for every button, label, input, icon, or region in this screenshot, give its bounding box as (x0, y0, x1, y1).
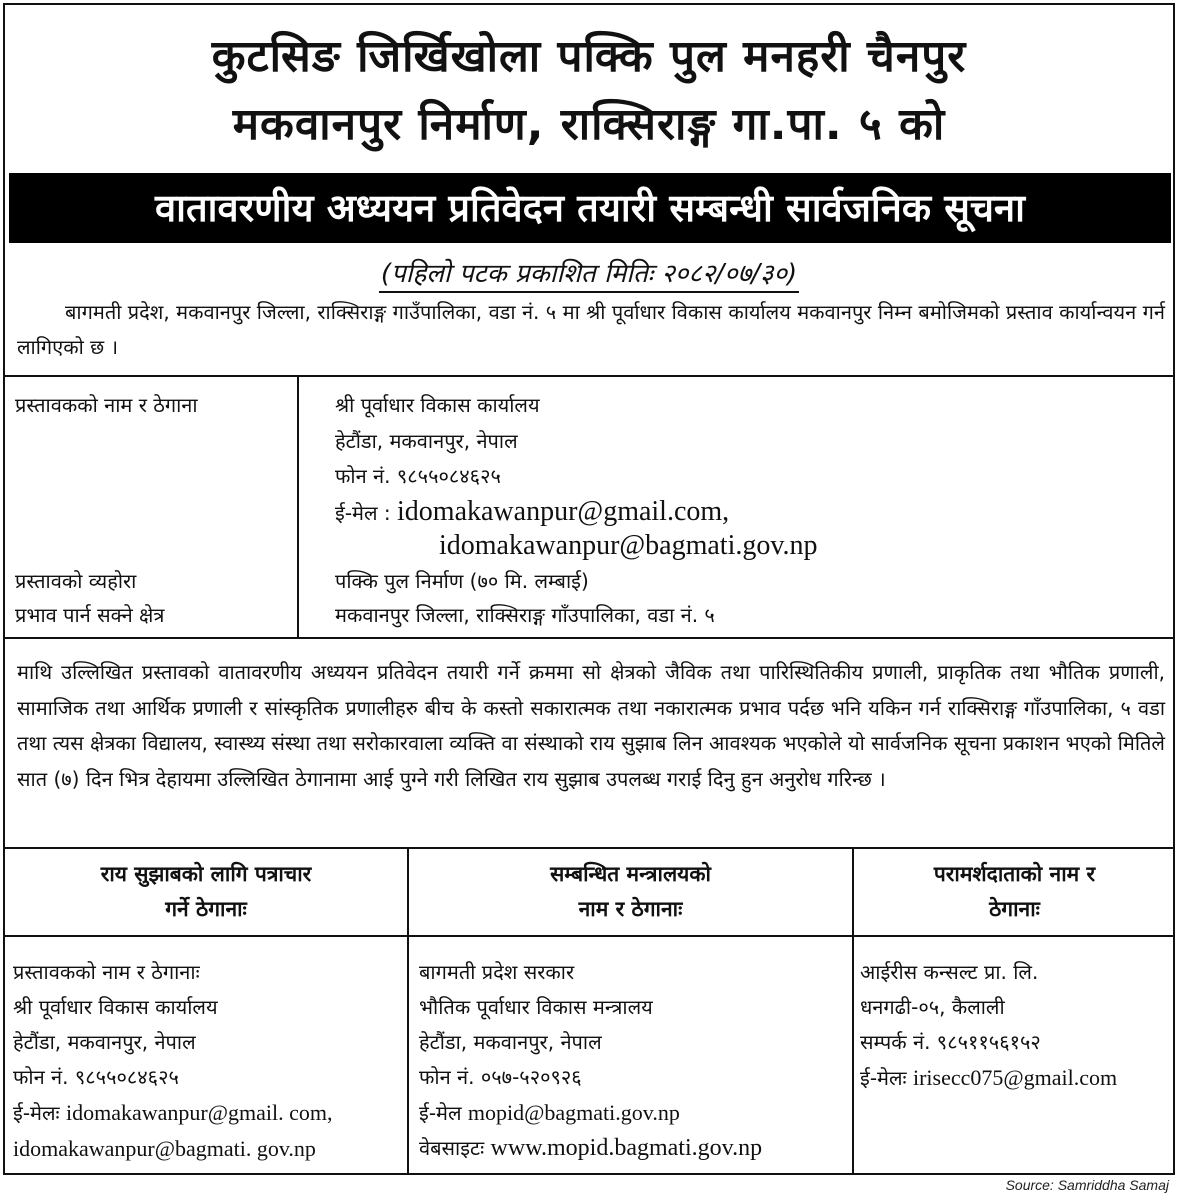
column-divider (297, 375, 299, 637)
col2-website-label: वेबसाइटः (419, 1136, 485, 1160)
proponent-label: प्रस्तावकको नाम र ठेगाना (15, 393, 198, 417)
divider (5, 637, 1173, 639)
col2-line: बागमती प्रदेश सरकार (419, 960, 575, 984)
proponent-email-row (335, 497, 729, 528)
intro-paragraph: बागमती प्रदेश, मकवानपुर जिल्ला, राक्सिराङ्ग गाउँपालिका, वडा नं. ५ मा श्री पूर्वाधार विकास कार्यालय मकवानपुर निम्न बमोजिमको प्रस्ताव कार्यान्वयन गर्न लागिएको छ । (17, 300, 1165, 359)
col2-heading (409, 857, 852, 927)
col2-website-row (419, 1131, 849, 1166)
body-paragraph: माथि उल्लिखित प्रस्तावको वातावरणीय अध्ययन प्रतिवेदन तयारी गर्ने क्रममा सो क्षेत्रको जैविक तथा पारिस्थितिकीय प्रणाली, प्राकृतिक तथा भौतिक प्रणाली, सामाजिक तथा आर्थिक प्रणाली र सांस्कृतिक प्रणालीहरु बीच के कस्तो सकारात्मक तथा नकारात्मक प्रभाव पर्दछ भनि यकिन गर्न राक्सिराङ्ग गाँउपालिका, ५ वडा तथा त्यस क्षेत्रका विद्यालय, स्वास्थ्य संस्था तथा सरोकारवाला व्यक्ति वा संस्थाको राय सुझाब लिन आवश्यक भएकोले यो सार्वजनिक सूचना प्रकाशन भएको मितिले सात (७) दिन भित्र देहायमा उल्लिखित ठेगानामा आई पुग्ने गरी लिखित राय सुझाब उपलब्ध गराई दिनु हुन अनुरोध गरिन्छ । (17, 660, 1165, 791)
notice-title-line-1: कुटसिङ जिर्खिखोला पक्कि पुल मनहरी चैनपुर (211, 31, 967, 82)
col1-heading (5, 857, 407, 927)
proponent-name: श्री पूर्वाधार विकास कार्यालय (335, 393, 540, 417)
col3-heading-line-2: ठेगानाः (989, 897, 1040, 921)
col3-heading-line-1: परामर्शदाताको नाम र (933, 862, 1096, 886)
divider (5, 375, 1173, 377)
source-credit: Source: Samriddha Samaj (1005, 1177, 1169, 1193)
col2-email-label: ई-मेल (419, 1101, 462, 1125)
proponent-phone: फोन नं. ९८५५०८४६२५ (335, 464, 501, 488)
notice-title-line-2: मकवानपुर निर्माण, राक्सिराङ्ग गा.पा. ५ को (232, 99, 946, 150)
publication-date-text: (पहिलो पटक प्रकाशित मितिः २०८२/०७/३०) (379, 259, 799, 293)
col1-email-1: idomakawanpur@gmail. com, (65, 1100, 333, 1125)
col3-email-label: ई-मेलः (860, 1066, 907, 1090)
col2-website: www.mopid.bagmati.gov.np (490, 1135, 763, 1161)
subject-value: पक्कि पुल निर्माण (७० मि. लम्बाई) (335, 569, 589, 593)
col2-heading-line-2: नाम र ठेगानाः (578, 897, 683, 921)
col1-body (13, 955, 405, 1166)
col1-heading-line-2: गर्ने ठेगानाः (165, 897, 247, 921)
divider (5, 847, 1173, 849)
col3-line: सम्पर्क नं. ९८५११५६१५२ (860, 1030, 1041, 1054)
proponent-email-1: idomakawanpur@gmail.com, (397, 496, 730, 527)
col2-body (419, 955, 849, 1166)
col3-body (860, 955, 1173, 1096)
publication-date (5, 257, 1173, 291)
col1-email-row (13, 1095, 405, 1131)
public-notice (3, 3, 1175, 1175)
impact-area-label: प्रभाव पार्न सक्ने क्षेत्र (15, 603, 165, 627)
col1-email-label: ई-मेलः (13, 1101, 60, 1125)
col3-email-row (860, 1060, 1173, 1096)
col2-line: फोन नं. ०५७-५२०९२६ (419, 1065, 582, 1089)
col2-line: भौतिक पूर्वाधार विकास मन्त्रालय (419, 995, 653, 1019)
notice-banner: वातावरणीय अध्ययन प्रतिवेदन तयारी सम्बन्धी सार्वजनिक सूचना (9, 173, 1171, 243)
col1-line: फोन नं. ९८५५०८४६२५ (13, 1065, 179, 1089)
col3-email: irisecc075@gmail.com (912, 1065, 1118, 1090)
col2-email: mopid@bagmati.gov.np (467, 1100, 680, 1125)
email-label: ई-मेल : (335, 501, 391, 525)
table-header-divider (5, 935, 1173, 937)
col2-email-row (419, 1095, 849, 1131)
col2-heading-line-1: सम्बन्धित मन्त्रालयको (550, 862, 711, 886)
subject-label: प्रस्तावको व्यहोरा (15, 569, 137, 593)
col3-line: धनगढी-०५, कैलाली (860, 995, 1005, 1019)
col3-line: आईरीस कन्सल्ट प्रा. लि. (860, 960, 1039, 984)
col1-heading-line-1: राय सुझाबको लागि पत्राचार (100, 862, 312, 886)
col1-line: प्रस्तावकको नाम र ठेगानाः (13, 960, 200, 984)
col1-line: हेटौंडा, मकवानपुर, नेपाल (13, 1030, 196, 1054)
col1-email-2: idomakawanpur@bagmati. gov.np (13, 1136, 316, 1161)
proponent-email-2: idomakawanpur@bagmati.gov.np (439, 530, 818, 561)
col1-line: श्री पूर्वाधार विकास कार्यालय (13, 995, 218, 1019)
proponent-address: हेटौंडा, मकवानपुर, नेपाल (335, 429, 518, 453)
impact-area-value: मकवानपुर जिल्ला, राक्सिराङ्ग गाँउपालिका, वडा नं. ५ (335, 603, 715, 627)
col3-heading (854, 857, 1175, 927)
col2-line: हेटौंडा, मकवानपुर, नेपाल (419, 1030, 602, 1054)
